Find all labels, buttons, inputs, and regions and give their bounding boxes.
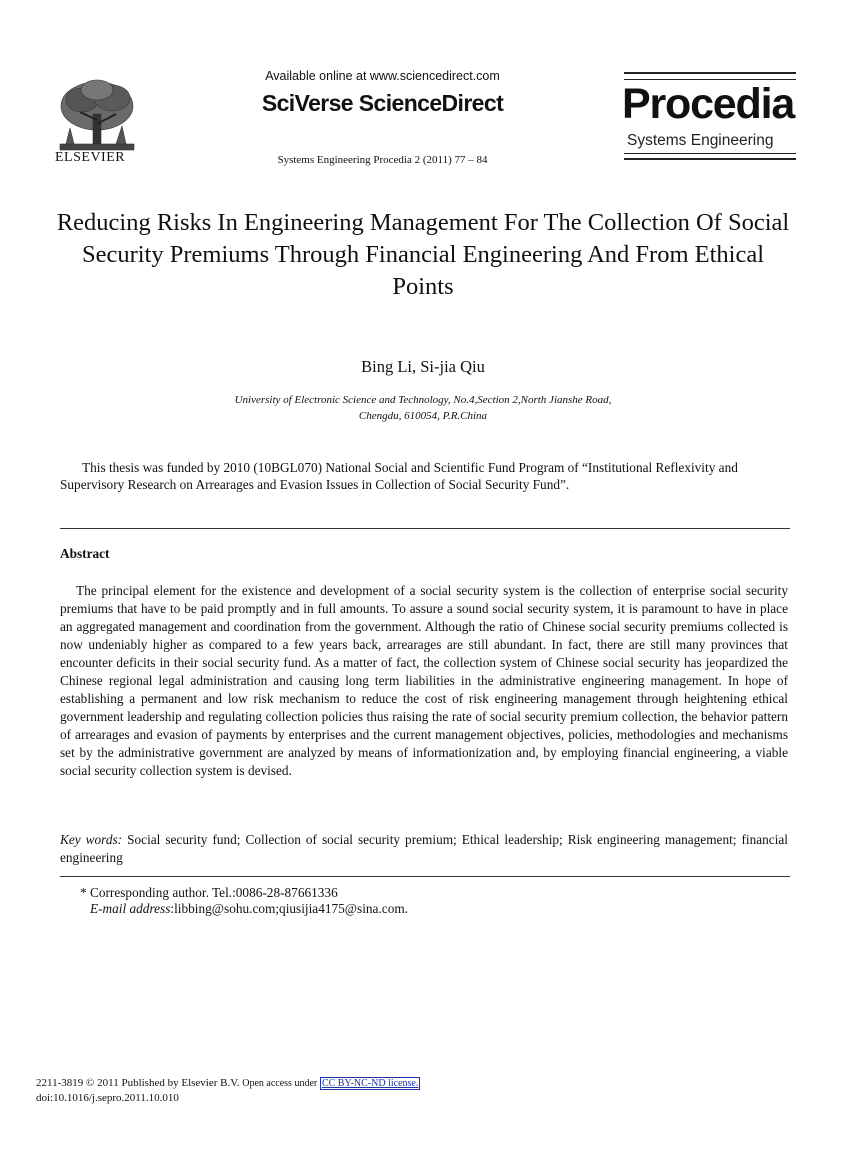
affiliation: [55, 392, 791, 424]
procedia-bottom-rule: [624, 153, 796, 160]
copyright-line: [36, 1076, 420, 1091]
abstract-text: The principal element for the existence and development of a social security system is the collection of enterprise social security premiums that have to be paid promptly and in full amounts. To assure a sound social security system, it is paramount to have in place an aggregated management and coordination from the government. Although the ratio of Chinese social security premiums collected is now undeniably higher as compared to a few years back, arrearages are still abundant. In fact, there are still many provinces that encounter deficits in their social security fund. As a matter of fact, the collection system of Chinese social security has jeopardized the Chinese regional legal administration and causing long term liabilities in the administrative engineering management. In hope of establishing a permanent and low risk mechanism to reduce the cost of risk engineering management through heightening ethical government leadership and regulating collection policies thus raising the rate of social security premium collection, the behavior pattern of arrearages and evasion of payments by enterprises and the current management objectives, policies, methodologies and mechanisms set by the administrative government are analyzed by means of informationization and, by employing financial engineering, a viable social security collection system is devised.: [60, 583, 788, 778]
paper-title: Reducing Risks In Engineering Management For The Collection Of Social Security Premiums Through Financial Engineering And From Ethical Points: [56, 209, 790, 300]
affiliation-line-1: University of Electronic Science and Technology, No.4,Section 2,North Jianshe Road,: [234, 394, 612, 406]
available-online-text: Available online at www.sciencedirect.com: [265, 69, 500, 83]
corresponding-author-email-line: [80, 901, 408, 917]
platform-logo-text: SciVerse ScienceDirect: [261, 90, 504, 116]
journal-reference: Systems Engineering Procedia 2 (2011) 77 – 84: [277, 154, 488, 166]
divider-bottom: [60, 876, 790, 877]
abstract-body: [60, 582, 788, 780]
email-addresses: :libbing@sohu.com;qiusijia4175@sina.com.: [170, 901, 409, 916]
divider-top: [60, 528, 790, 529]
funding-note: [60, 459, 790, 493]
doi: doi:10.1016/j.sepro.2011.10.010: [36, 1092, 179, 1104]
copyright-text: 2211-3819 © 2011 Published by Elsevier B.V.: [36, 1077, 240, 1089]
keywords-label: Key words:: [60, 832, 123, 847]
license-link[interactable]: CC BY-NC-ND license.: [321, 1078, 419, 1089]
open-access-text: Open access under: [242, 1078, 318, 1089]
corresponding-author: [80, 885, 408, 917]
procedia-logo-text: Procedia: [622, 80, 795, 128]
abstract-heading: Abstract: [60, 546, 110, 561]
procedia-top-rule: [624, 72, 796, 80]
corresponding-author-tel: * Corresponding author. Tel.:0086-28-87661336: [80, 885, 338, 900]
authors: Bing Li, Si-jia Qiu: [361, 357, 485, 376]
affiliation-line-2: Chengdu, 610054, P.R.China: [358, 410, 488, 422]
procedia-subtitle: Systems Engineering: [627, 132, 774, 149]
keywords: [60, 831, 788, 867]
funding-text: This thesis was funded by 2010 (10BGL070) National Social and Scientific Fund Program of “Institutional Reflexivity and Supervisory Research on Arrearages and Evasion Issues in Collection of Social Security Fund”.: [60, 460, 738, 492]
keywords-text: Social security fund; Collection of social security premium; Ethical leadership; Risk engineering management; financial engineering: [60, 832, 788, 865]
publisher-name: ELSEVIER: [55, 150, 126, 165]
page-footer: [36, 1076, 420, 1106]
email-label: E-mail address: [90, 901, 171, 916]
